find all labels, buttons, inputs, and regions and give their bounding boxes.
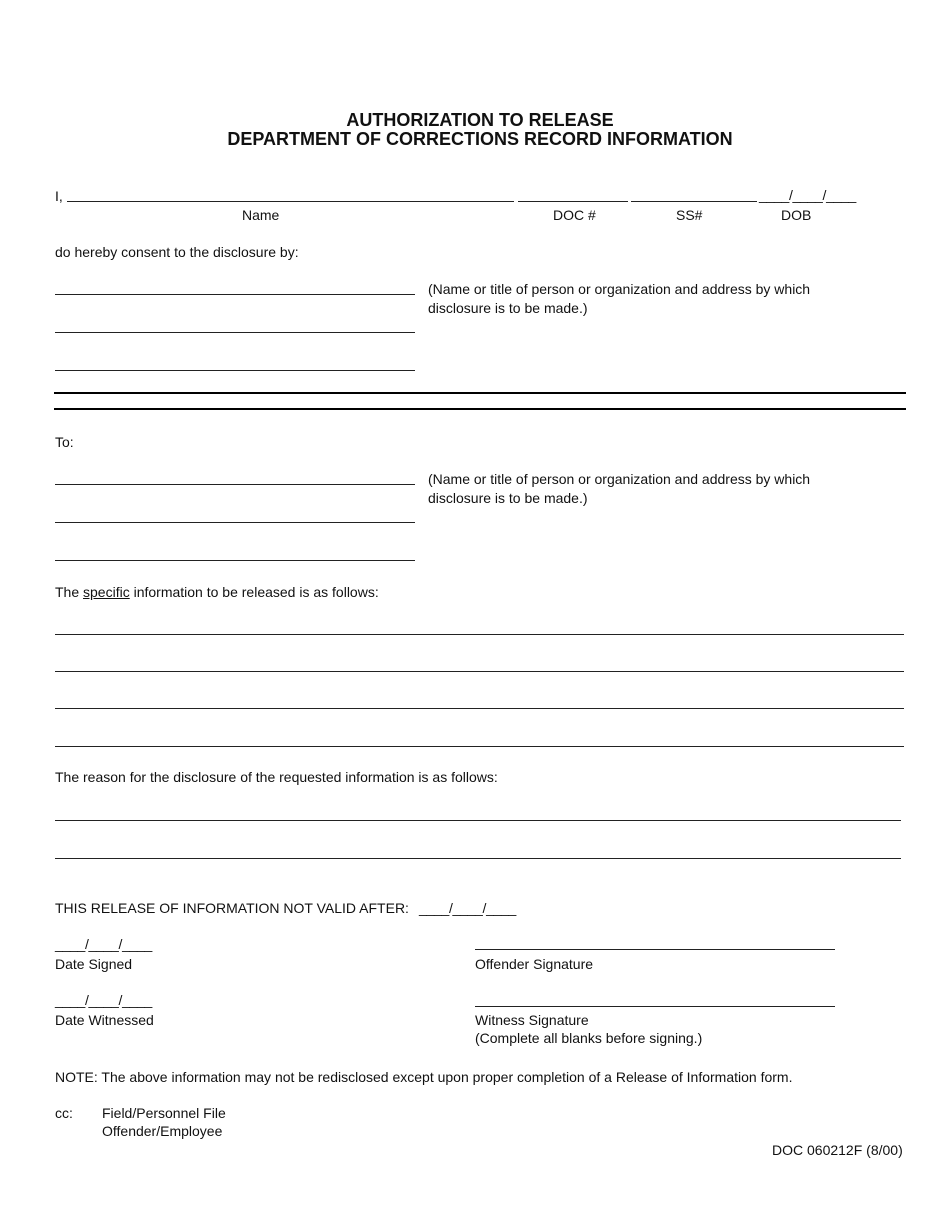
consent-text: do hereby consent to the disclosure by: xyxy=(55,244,299,260)
specific-info-before: The xyxy=(55,584,84,600)
validity-date-field[interactable]: ____/____/____ xyxy=(419,900,517,916)
specific-info-heading xyxy=(55,584,379,600)
specific-info-line-2[interactable] xyxy=(55,671,904,672)
dob-label: DOB xyxy=(781,207,812,223)
witness-signature-label: Witness Signature xyxy=(475,1012,589,1028)
cc-label: cc: xyxy=(55,1105,73,1121)
specific-info-after: information to be released is as follows: xyxy=(129,584,379,600)
offender-signature-label: Offender Signature xyxy=(475,956,594,972)
form-title-line2: DEPARTMENT OF CORRECTIONS RECORD INFORMATION xyxy=(227,129,733,149)
doc-number-field[interactable] xyxy=(518,201,628,202)
witness-signature-field[interactable] xyxy=(475,1006,835,1007)
section-divider-top xyxy=(54,392,906,394)
discloser-note-line1: (Name or title of person or organization and address by which xyxy=(428,281,811,297)
cc-item: Offender/Employee xyxy=(102,1123,223,1139)
recipient-line-1[interactable] xyxy=(55,484,415,485)
offender-signature-field[interactable] xyxy=(475,949,835,950)
specific-info-line-1[interactable] xyxy=(55,634,904,635)
discloser-note-line2: disclosure is to be made.) xyxy=(428,300,588,316)
date-witnessed-label: Date Witnessed xyxy=(55,1012,154,1028)
discloser-line-2[interactable] xyxy=(55,332,415,333)
cc-item: Field/Personnel File xyxy=(102,1105,226,1121)
ss-number-label: SS# xyxy=(676,207,703,223)
ss-number-field[interactable] xyxy=(631,201,757,202)
to-label: To: xyxy=(55,434,74,450)
witness-signature-note: (Complete all blanks before signing.) xyxy=(475,1030,703,1046)
reason-line-2[interactable] xyxy=(55,858,901,859)
discloser-line-1[interactable] xyxy=(55,294,415,295)
name-label: Name xyxy=(242,207,280,223)
reason-line-1[interactable] xyxy=(55,820,901,821)
form-number: DOC 060212F (8/00) xyxy=(772,1142,903,1158)
reason-heading: The reason for the disclosure of the requested information is as follows: xyxy=(55,769,498,785)
doc-number-label: DOC # xyxy=(553,207,596,223)
dob-field[interactable]: ____/____/____ xyxy=(759,187,857,203)
identity-prefix: I, xyxy=(55,188,63,204)
recipient-line-3[interactable] xyxy=(55,560,415,561)
specific-info-underlined: specific xyxy=(83,584,130,600)
section-divider-bottom xyxy=(54,408,906,410)
date-witnessed-field[interactable]: ____/____/____ xyxy=(55,992,153,1008)
redisclosure-note: NOTE: The above information may not be redisclosed except upon proper completion of a Release of Information form. xyxy=(55,1069,793,1085)
specific-info-line-3[interactable] xyxy=(55,708,904,709)
recipient-note-line2: disclosure is to be made.) xyxy=(428,490,588,506)
recipient-line-2[interactable] xyxy=(55,522,415,523)
validity-text: THIS RELEASE OF INFORMATION NOT VALID AFTER: xyxy=(55,900,409,916)
name-field[interactable] xyxy=(67,201,514,202)
form-title-line1: AUTHORIZATION TO RELEASE xyxy=(346,110,614,130)
discloser-line-3[interactable] xyxy=(55,370,415,371)
date-signed-field[interactable]: ____/____/____ xyxy=(55,936,153,952)
specific-info-line-4[interactable] xyxy=(55,746,904,747)
date-signed-label: Date Signed xyxy=(55,956,133,972)
recipient-note-line1: (Name or title of person or organization and address by which xyxy=(428,471,811,487)
